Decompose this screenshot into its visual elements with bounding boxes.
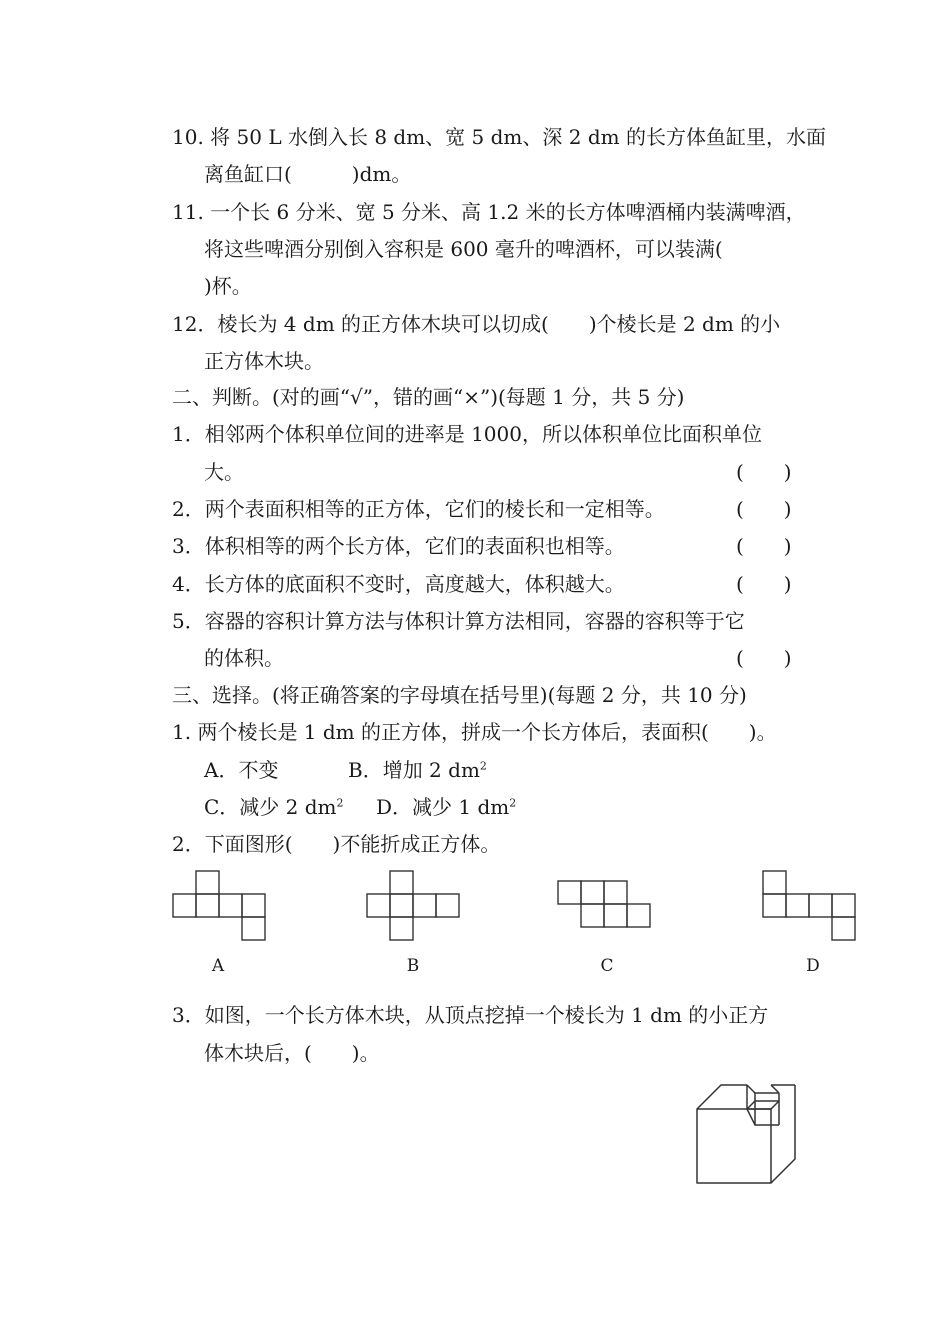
judge-answer-3[interactable]: ( ) (736, 534, 792, 558)
choice-q1-stem: 1. 两个棱长是 1 dm 的正方体，拼成一个长方体后，表面积( )。 (172, 720, 777, 744)
cube-net-c-diagram[interactable] (557, 880, 653, 930)
cube-net-d-label: D (806, 956, 820, 976)
q11-line2: 将这些啤酒分别倒入容积是 600 毫升的啤酒杯，可以装满( (204, 237, 723, 261)
q12-line2: 正方体木块。 (204, 349, 324, 373)
judge-item-2: 2．两个表面积相等的正方体，它们的棱长和一定相等。 (172, 497, 665, 521)
choice-q2-stem: 2．下面图形( )不能折成正方体。 (172, 832, 501, 856)
choice-q3-line2: 体木块后，( )。 (204, 1041, 380, 1065)
q10-line1: 10. 将 50 L 水倒入长 8 dm、宽 5 dm、深 2 dm 的长方体鱼缸里，水面 (172, 125, 826, 149)
choice-q1-option-d[interactable]: D．减少 1 $dm^2$ (376, 795, 517, 819)
judge-answer-4[interactable]: ( ) (736, 572, 792, 596)
cube-net-d-diagram[interactable] (762, 870, 858, 942)
choice-q1-option-c[interactable]: C．减少 2 $dm^2$ (204, 795, 344, 819)
judge-item-3: 3．体积相等的两个长方体，它们的表面积也相等。 (172, 534, 625, 558)
judge-answer-5[interactable]: ( ) (736, 646, 792, 670)
choice-q1-option-b[interactable]: B．增加 2 $dm^2$ (348, 758, 487, 782)
q11-line3: )杯。 (204, 274, 252, 298)
judge-item-1-line1: 1．相邻两个体积单位间的进率是 1000，所以体积单位比面积单位 (172, 422, 762, 446)
cube-net-b-diagram[interactable] (366, 870, 462, 942)
choice-heading: 三、选择。(将正确答案的字母填在括号里)(每题 2 分，共 10 分) (172, 683, 747, 707)
judge-answer-1[interactable]: ( ) (736, 460, 792, 484)
choice-q1-option-a[interactable]: A．不变 (204, 758, 279, 782)
q12-line1: 12．棱长为 4 dm 的正方体木块可以切成( )个棱长是 2 dm 的小 (172, 312, 781, 336)
judge-item-4: 4．长方体的底面积不变时，高度越大，体积越大。 (172, 572, 625, 596)
judge-answer-2[interactable]: ( ) (736, 497, 792, 521)
cube-corner-removed-diagram (694, 1080, 800, 1186)
q11-line1: 11. 一个长 6 分米、宽 5 分米、高 1.2 米的长方体啤酒桶内装满啤酒， (172, 200, 806, 224)
cube-net-a-label: A (211, 956, 225, 976)
choice-q3-line1: 3．如图，一个长方体木块，从顶点挖掉一个棱长为 1 dm 的小正方 (172, 1003, 769, 1027)
cube-net-a-diagram[interactable] (172, 870, 268, 942)
q10-line2: 离鱼缸口( )dm。 (204, 162, 412, 186)
cube-net-c-label: C (600, 956, 614, 976)
judge-item-5-line2: 的体积。 (204, 646, 284, 670)
judge-heading: 二、判断。(对的画“√”，错的画“×”)(每题 1 分，共 5 分) (172, 385, 685, 409)
judge-item-5-line1: 5．容器的容积计算方法与体积计算方法相同，容器的容积等于它 (172, 609, 745, 633)
cube-net-b-label: B (406, 956, 420, 976)
judge-item-1-line2: 大。 (204, 460, 244, 484)
